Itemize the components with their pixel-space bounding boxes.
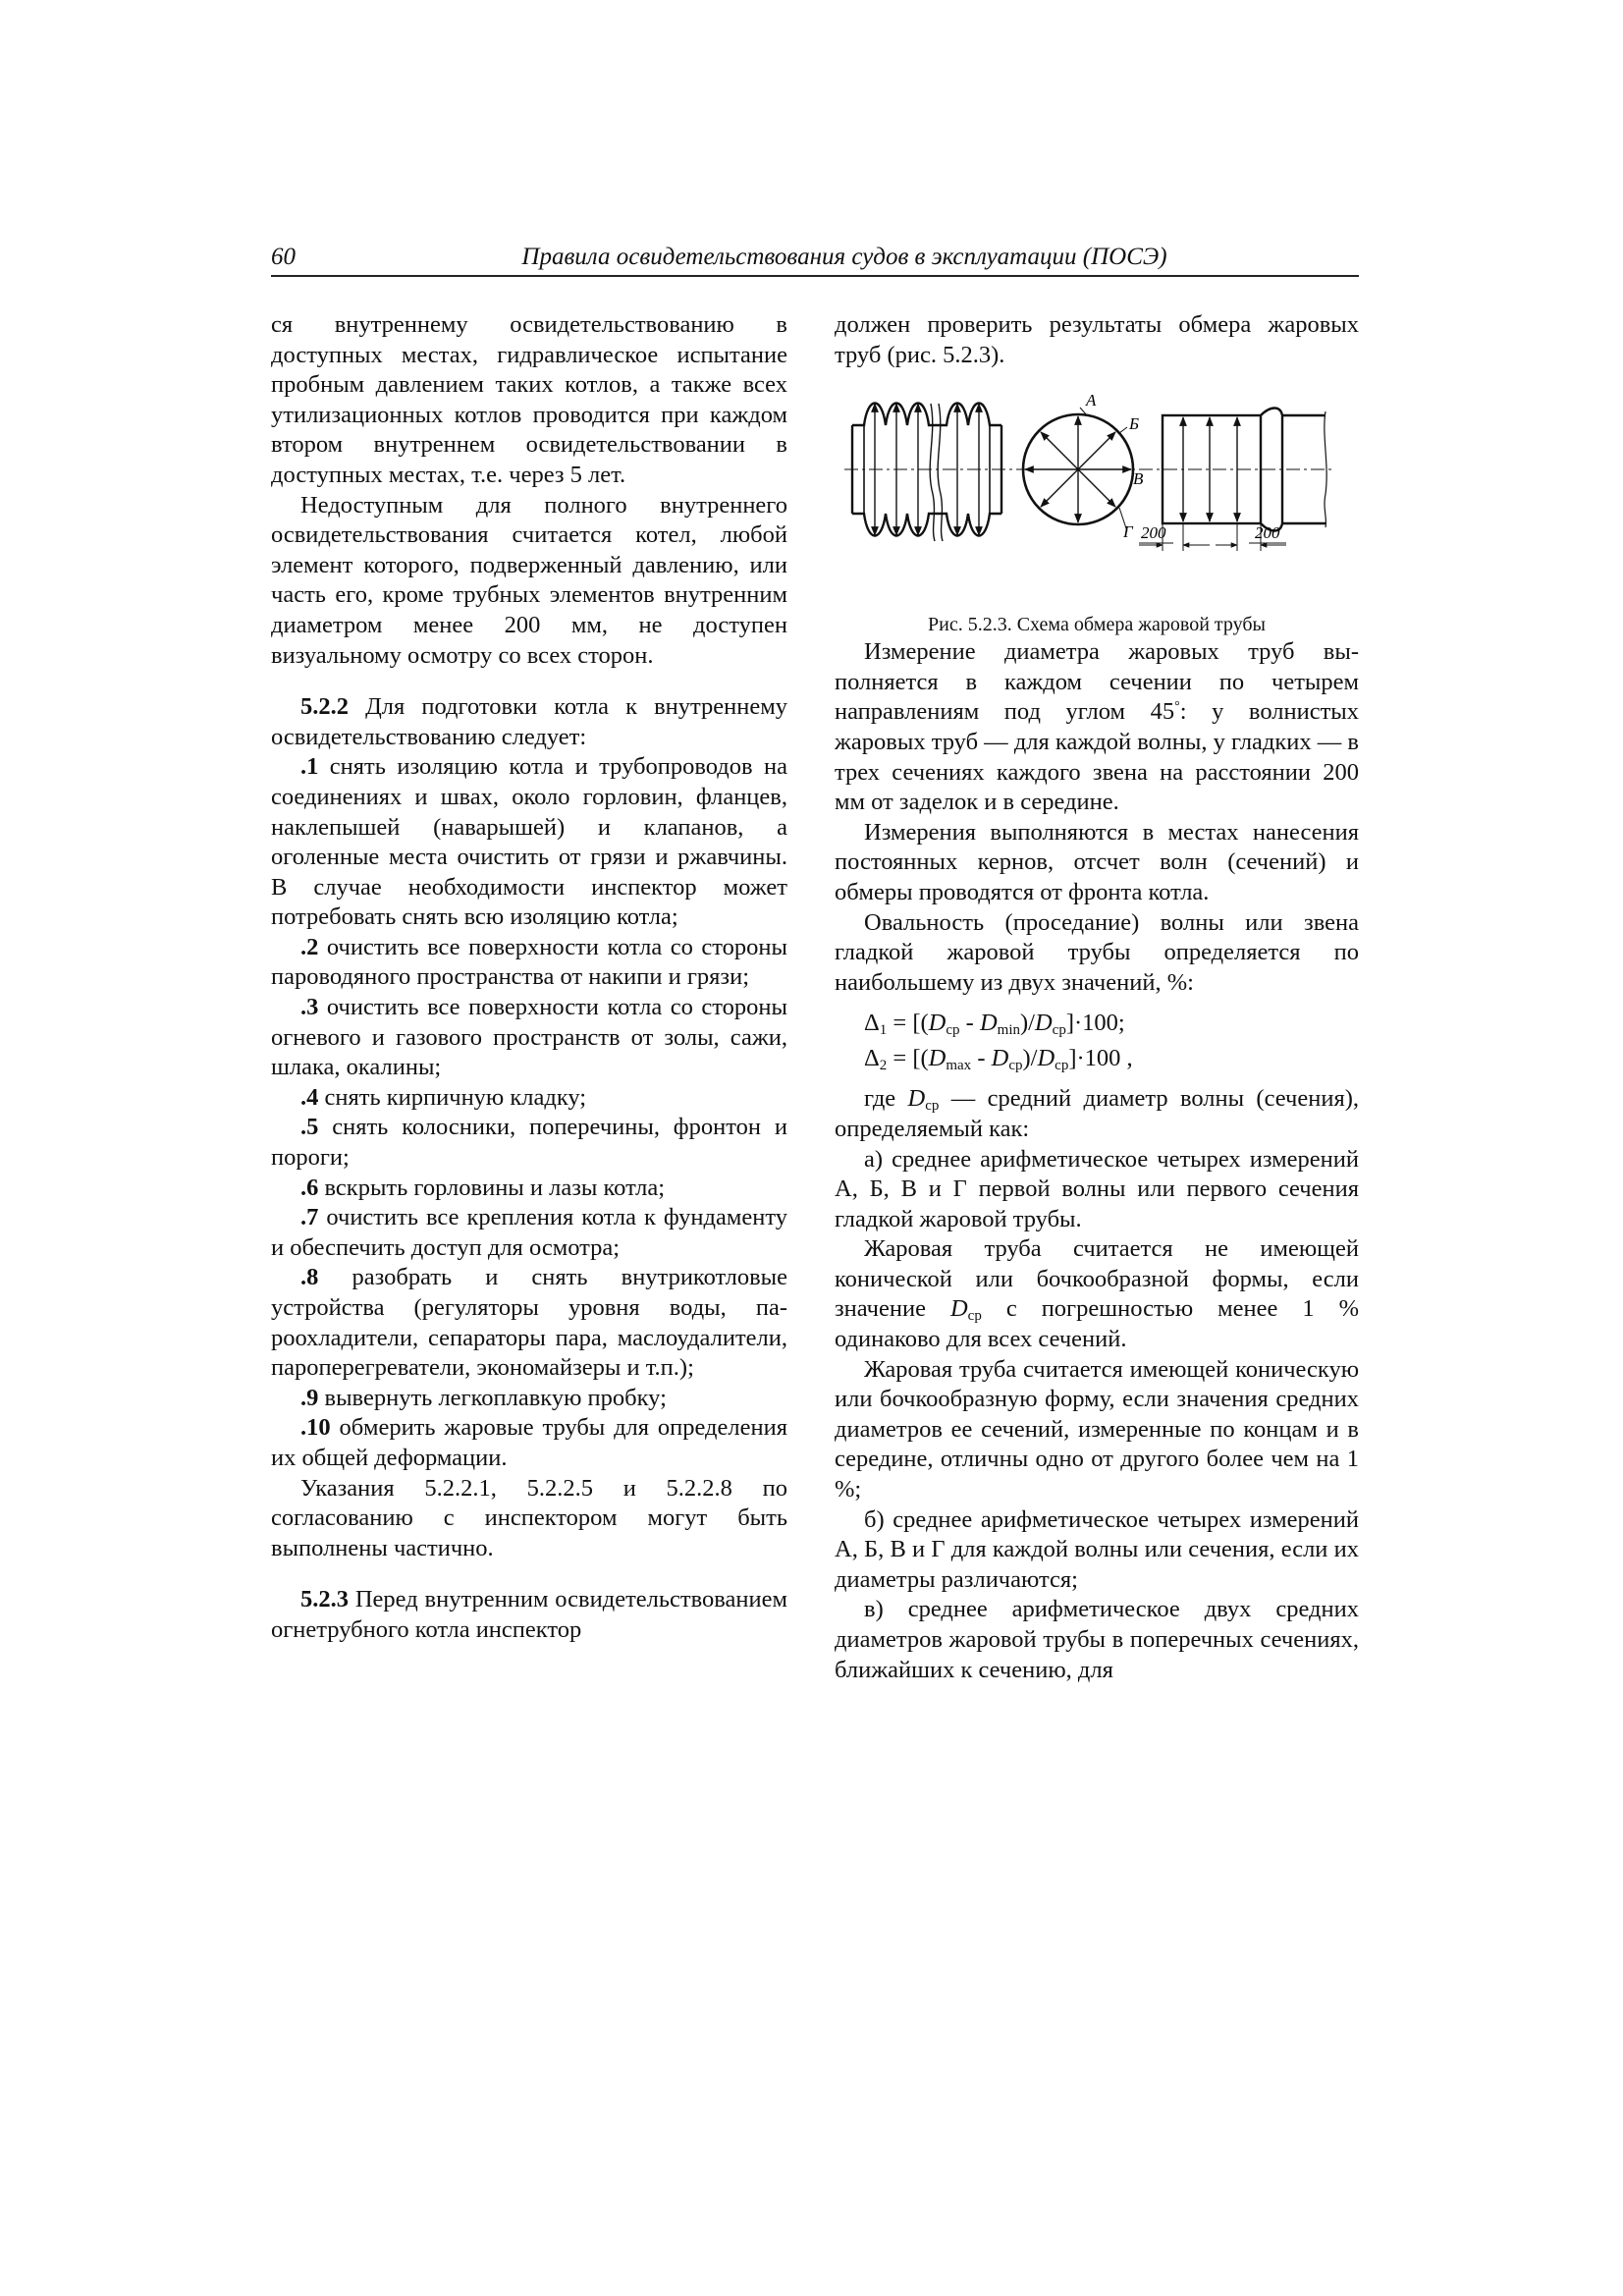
section-number: 5.2.3 [300,1586,349,1613]
item-text: очистить все поверхности котла со стороны пароводяного пространства от накипи и грязи; [271,933,787,991]
item-text: разобрать и снять внутрикотловые устройства (регуляторы уровня воды, пароохладители, сепараторы пара, маслоудалители, пароперегреватели, экономайзеры и т.п.); [271,1264,787,1382]
running-title: Правила освидетельствования судов в эксплуатации (ПОСЭ) [521,244,1167,270]
item-number: .7 [300,1204,319,1231]
item-text: снять колосники, поперечины, фронтон и пороги; [271,1114,787,1172]
list-item [271,1203,787,1263]
list-item [271,1413,787,1473]
item-number: .1 [300,753,319,781]
list-item [271,993,787,1083]
label-g: Г [1123,522,1133,542]
item-text: очистить все крепления котла к фундаменту и обеспечить доступ для осмотра; [271,1204,787,1261]
page-number: 60 [271,244,296,270]
paragraph-where: где $D_{ср}$ — средний диаметр волны (сечения), определяемый как: [835,1085,1359,1142]
paragraph-kerns: Измерения выполняются в местах нанесения постоянных кернов, отсчет волн (сечений) и обмеры проводятся от фронта котла. [835,818,1359,905]
left-column [271,310,787,1646]
paragraph-v: в) среднее арифметическое двух средних диаметров жаровой трубы в поперечных сечениях, ближайших к сечению, для [835,1596,1359,1683]
running-header [271,236,1359,277]
item-number: .2 [300,933,319,960]
item-text: вывернуть легкоплавкую пробку; [318,1384,667,1411]
fire-tube-measurement-diagram [844,386,1335,612]
item-text: обмерить жаровые трубы для определения их общей деформации. [271,1414,787,1471]
formula-delta-1: $\Delta_1 = [(D_{ср} - D_{min})/D_{ср}]\cdot 100$; [864,1010,1125,1039]
item-number: .5 [300,1114,319,1141]
dimension-right: 200 [1255,523,1280,543]
paragraph-measurement [835,637,1359,818]
item-number: .10 [300,1414,331,1442]
right-column [835,310,1359,1685]
paragraph-not-conical: Жаровая труба считается не имеющей конической или бочкообразной формы, если значение $D_{ср}$ с погрешностью менее 1 % одинаково для всех сечений. [835,1235,1359,1353]
figure-caption: Рис. 5.2.3. Схема обмера жаровой трубы [928,614,1266,636]
paragraph-inaccessible: Недоступным для полного внутреннего освидетельствования считается котел, любой элемент которого, подверженный давлению, или часть его, кроме трубных элементов внутренним диаметром менее 200 мм, не доступен визуальному осмотру со всех сторон. [271,491,787,669]
list-item [271,1263,787,1383]
list-item [271,1113,787,1173]
item-text: снять изоляцию котла и трубопроводов на соединениях и швах, около горловин, фланцев, наклепышей (наварышей) и клапанов, а оголенные места очистить от грязи и ржавчины. В случае необходимости инспектор может потребовать снять всю изоляцию котла; [271,753,787,931]
list-item [271,1174,787,1204]
item-text: снять кирпичную кладку; [318,1083,587,1111]
item-number: .3 [300,994,319,1021]
dimension-left: 200 [1141,523,1166,543]
item-text: очистить все поверхности котла со стороны огневого и газового пространств от золы, сажи, шлака, окалины; [271,994,787,1081]
item-number: .6 [300,1174,319,1201]
paragraph-notes: Указания 5.2.2.1, 5.2.2.5 и 5.2.2.8 по согласованию с инспектором могут быть выполнены частично. [271,1474,787,1561]
degree-sign: ° [1174,699,1180,715]
paragraph-continuation: должен проверить результаты обмера жаровых труб (рис. 5.2.3). [835,311,1359,368]
section-5-2-2 [271,692,787,752]
section-text: Перед внутренним освидетельствованием огнетрубного котла инспектор [271,1586,787,1643]
figure-5-2-3 [835,386,1359,612]
text: Измерение диаметра жаровых труб выполняется в каждом сечении по четырем направлениям под углом 45 [835,638,1359,726]
paragraph-b: б) среднее арифметическое четырех измерений А, Б, В и Г для каждой волны или сечения, если их диаметры различаются; [835,1505,1359,1593]
paragraph-a: а) среднее арифметическое четырех измерений А, Б, В и Г первой волны или первого сечения гладкой жаровой трубы. [835,1145,1359,1232]
label-b: Б [1129,414,1140,434]
list-item [271,1083,787,1114]
section-text: Для подготовки котла к внутреннему освидетельствованию следует: [271,693,787,750]
list-item [271,933,787,993]
list-item [271,752,787,933]
formulas [835,1006,1359,1076]
text: : у волнистых жаровых труб — для каждой волны, у гладких — в трех сечениях каждого звена на расстоянии 200 мм от заделок и в середине. [835,698,1359,816]
paragraph-continuation: ся внутреннему освидетельствованию в доступных местах, гидравлическое испытание пробным давлением таких котлов, а также всех утилизационных котлов проводится при каждом втором внутреннем освидетельствовании в доступных местах, т.е. через 5 лет. [271,311,787,488]
label-v: В [1133,469,1144,489]
label-a: А [1086,391,1097,410]
paragraph-conical: Жаровая труба считается имеющей коническую или бочкообразную форму, если значения средних диаметров ее сечений, измеренные по концам и в середине, отличны одно от другого более чем на 1 %; [835,1355,1359,1503]
section-number: 5.2.2 [300,693,349,721]
item-number: .4 [300,1083,319,1111]
list-item [271,1384,787,1414]
paragraph-ovality: Овальность (проседание) волны или звена гладкой жаровой трубы определяется по наибольшему из двух значений, %: [835,908,1359,996]
item-number: .9 [300,1384,319,1411]
section-5-2-3 [271,1585,787,1645]
item-number: .8 [300,1264,319,1291]
item-text: вскрыть горловины и лазы котла; [318,1174,666,1201]
formula-delta-2: $\Delta_2 = [(D_{max} - D_{ср})/D_{ср}]\cdot 100$ , [864,1045,1133,1074]
